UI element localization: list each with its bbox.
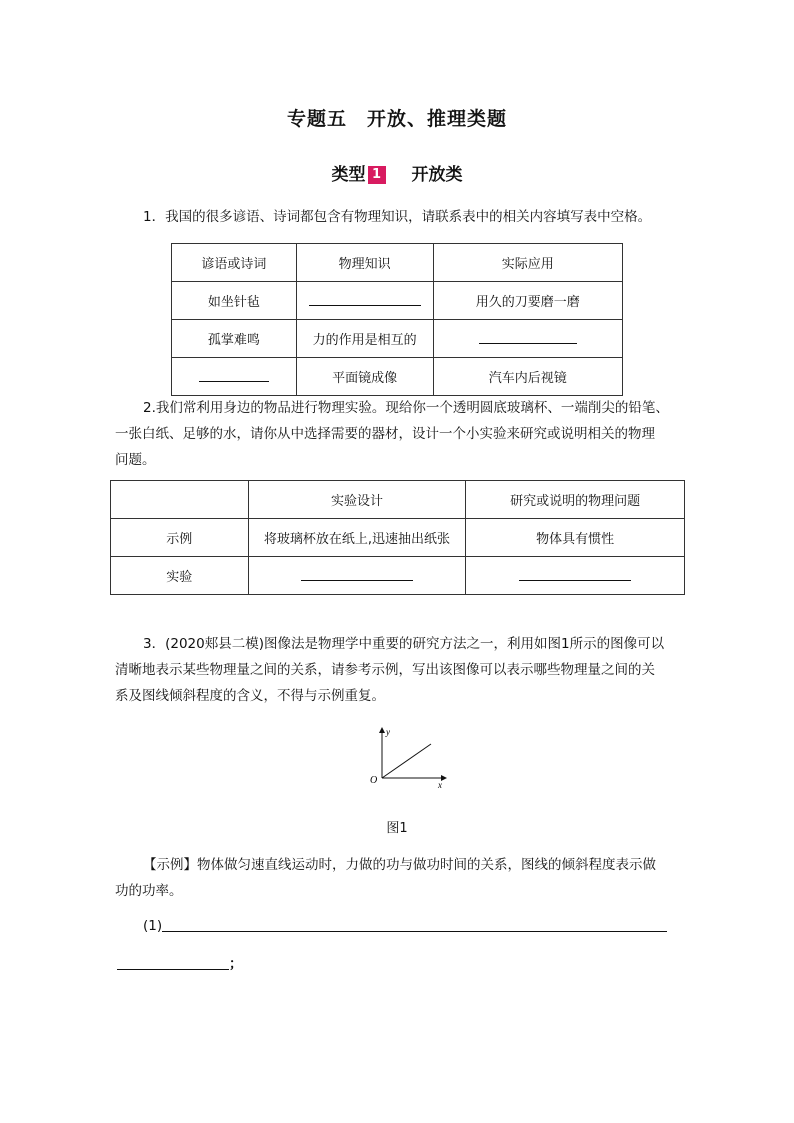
answer-blank[interactable]	[117, 957, 229, 970]
table-header-cell: 研究或说明的物理问题	[466, 481, 685, 519]
answer-number: (1)	[143, 918, 163, 934]
table-cell: 用久的刀要磨一磨	[433, 282, 622, 320]
answer-blank[interactable]	[162, 919, 667, 932]
table-cell: 将玻璃杯放在纸上,迅速抽出纸张	[248, 519, 466, 557]
x-axis-label: x	[438, 780, 442, 790]
page-title: 专题五 开放、推理类题	[286, 108, 507, 130]
section-type-label: 开放类	[411, 165, 463, 185]
q3-prompt-line1: 3．(2020郏县二模)图像法是物理学中重要的研究方法之一，利用如图1所示的图像可以	[143, 636, 665, 652]
q3-prompt-line2: 清晰地表示某些物理量之间的关系，请参考示例，写出该图像可以表示哪些物理量之间的关	[115, 662, 655, 678]
q3-answer-line2	[117, 951, 243, 978]
table-cell-blank[interactable]	[466, 557, 685, 595]
answer-blank[interactable]	[199, 369, 269, 382]
table-header-cell: 实际应用	[433, 244, 622, 282]
table-header-row	[172, 244, 623, 282]
table-cell-blank[interactable]	[248, 557, 466, 595]
figure-caption: 图1	[386, 821, 408, 836]
table-header-cell	[111, 481, 249, 519]
proportional-line	[382, 744, 431, 778]
q2-prompt-line1: 2.我们常利用身边的物品进行物理实验。现给你一个透明圆底玻璃杯、一端削尖的铅笔、	[143, 400, 669, 416]
q1-prompt: 1．我国的很多谚语、诗词都包含有物理知识，请联系表中的相关内容填写表中空格。	[143, 209, 652, 225]
table-row	[172, 358, 623, 396]
table-cell: 汽车内后视镜	[433, 358, 622, 396]
section-number-badge: 1	[368, 166, 386, 184]
table-cell: 如坐针毡	[172, 282, 297, 320]
table-cell-blank[interactable]	[172, 358, 297, 396]
table-cell: 物体具有惯性	[466, 519, 685, 557]
table-cell: 平面镜成像	[296, 358, 433, 396]
table-cell: 实验	[111, 557, 249, 595]
answer-blank[interactable]	[519, 568, 631, 581]
table-header-cell: 物理知识	[296, 244, 433, 282]
q3-answer-line1	[143, 913, 667, 940]
table-cell-blank[interactable]	[433, 320, 622, 358]
table-cell-blank[interactable]	[296, 282, 433, 320]
answer-blank[interactable]	[301, 568, 413, 581]
table-cell: 示例	[111, 519, 249, 557]
table-cell: 力的作用是相互的	[296, 320, 433, 358]
table-header-cell: 谚语或诗词	[172, 244, 297, 282]
table-row	[111, 519, 685, 557]
section-type-prefix: 类型	[331, 165, 366, 185]
q3-example-line1: 【示例】物体做匀速直线运动时，力做的功与做功时间的关系，图线的倾斜程度表示做	[143, 857, 656, 873]
table-row	[172, 282, 623, 320]
q3-prompt-line3: 系及图线倾斜程度的含义，不得与示例重复。	[115, 688, 385, 704]
table-row	[111, 557, 685, 595]
answer-blank[interactable]	[479, 331, 577, 344]
answer-terminator: ；	[229, 956, 243, 972]
figure-1-graph	[360, 722, 460, 794]
table-row	[172, 320, 623, 358]
q1-table	[171, 243, 623, 396]
table-header-row	[111, 481, 685, 519]
y-axis-label: y	[386, 727, 390, 737]
answer-blank[interactable]	[309, 293, 421, 306]
q2-prompt-line2: 一张白纸、足够的水，请你从中选择需要的器材，设计一个小实验来研究或说明相关的物理	[115, 426, 655, 442]
table-header-cell: 实验设计	[248, 481, 466, 519]
q3-example-line2: 功的功率。	[115, 883, 183, 899]
q2-table	[110, 480, 685, 595]
origin-label: O	[370, 775, 378, 786]
q2-prompt-line3: 问题。	[115, 452, 156, 468]
table-cell: 孤掌难鸣	[172, 320, 297, 358]
section-subtitle	[0, 160, 794, 185]
